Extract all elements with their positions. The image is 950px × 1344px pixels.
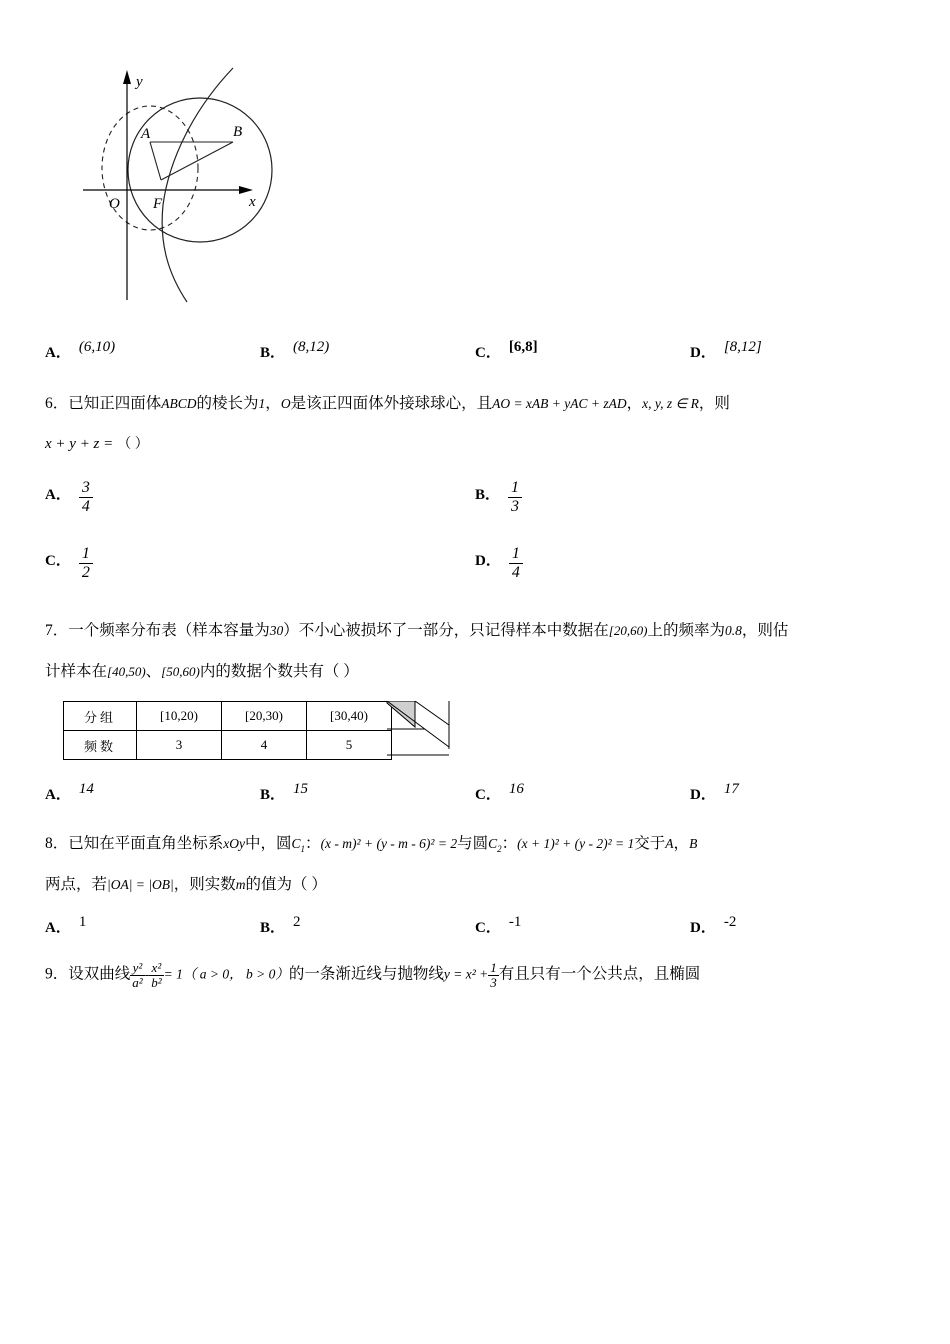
conic-diagram-svg: [65, 40, 365, 315]
q6-option-b-den: 3: [508, 497, 522, 516]
q6-option-d-den: 4: [509, 563, 523, 582]
q8-option-a-letter: A．: [45, 920, 71, 937]
q7-option-b-value: 15: [293, 781, 309, 798]
point-b-label: B: [233, 124, 243, 140]
q5-option-b[interactable]: [260, 337, 475, 362]
q8-colon-2: ：: [501, 835, 518, 853]
torn-edge-icon: [385, 701, 451, 757]
q6-text-2: 的棱长为: [196, 395, 259, 412]
conic-diagram: [65, 40, 365, 315]
q8-option-b-letter: B．: [260, 920, 286, 937]
q8-option-b-value: 2: [293, 914, 301, 931]
q8-m: m: [235, 877, 246, 893]
row-header-group: 分组: [64, 702, 137, 731]
q7-option-b[interactable]: [260, 779, 475, 804]
q8-option-d-letter: D．: [690, 920, 716, 937]
q6-option-a-letter: A．: [45, 487, 71, 503]
q6-domain: x, y, z ∈ R: [642, 396, 699, 411]
q8-option-c-letter: C．: [475, 920, 501, 937]
origin-label: O: [109, 196, 120, 212]
q7-option-d-letter: D．: [690, 787, 716, 804]
q7-number: 7．: [45, 622, 69, 640]
q7-text-5: 计样本在: [45, 663, 108, 681]
q5-option-a[interactable]: [45, 337, 260, 362]
q9-parabola-fraction: [488, 961, 499, 989]
q6-text-3: ，: [265, 395, 281, 412]
q8-choices: [45, 912, 905, 937]
q8-option-c[interactable]: [475, 912, 690, 937]
q8-c1: C: [291, 836, 301, 852]
q6-text-1: 已知正四面体: [68, 395, 162, 412]
cell-group-3: [30,40): [307, 702, 392, 731]
solid-circle: [128, 98, 272, 242]
q6-paren: （ ）: [117, 437, 149, 452]
q9-hyp-den-a: a²: [132, 975, 143, 991]
cell-freq-1: 3: [137, 731, 222, 760]
q6-choices-row2: [45, 545, 905, 581]
q9-parabola-num: 1: [490, 960, 497, 976]
q8-option-d[interactable]: [690, 912, 905, 937]
frequency-table: [63, 701, 392, 760]
q8-option-a[interactable]: [45, 912, 260, 937]
q7-text-6: 、: [145, 663, 162, 681]
q6-o: O: [280, 396, 291, 411]
q7-text-7: 内的数据个数共有（ ）: [199, 663, 359, 681]
q6-option-d-letter: D．: [475, 553, 501, 570]
q9-text-3: 有且只有一个公共点，且椭圆: [498, 966, 701, 984]
q9-hyperbola-term-2: [149, 961, 163, 989]
q6-option-d-num: 1: [511, 545, 520, 563]
q5-option-d-letter: D．: [690, 345, 716, 361]
q8-c1-sub: 1: [300, 844, 306, 855]
q8-text-4: 交于: [634, 835, 666, 853]
q6-abcd: ABCD: [161, 396, 197, 411]
q7-option-a-value: 14: [78, 781, 94, 798]
q6-option-a-den: 4: [79, 497, 93, 516]
q8-eq-2: (x + 1)² + (y - 2)² = 1: [517, 836, 635, 852]
q8-number: 8．: [45, 835, 69, 853]
q6-vector-eq: AO = xAB + yAC + zAD: [492, 396, 627, 411]
row-header-frequency: 频数: [64, 731, 137, 760]
q5-option-a-value: (6,10): [78, 339, 116, 355]
q9-minus: -: [144, 967, 150, 983]
q5-option-a-letter: A．: [45, 345, 71, 361]
q7-freq: 0.8: [724, 623, 742, 639]
q8-text-2: 中，圆: [245, 835, 292, 853]
q6-option-d-fraction: [509, 545, 523, 581]
q8-text-5: 两点，若: [45, 876, 108, 894]
q9-hyp-num-x: x²: [151, 960, 162, 976]
q8-option-d-value: -2: [723, 914, 737, 931]
q5-option-c[interactable]: [475, 337, 690, 362]
q8-option-b[interactable]: [260, 912, 475, 937]
question-7-line2: [45, 656, 905, 687]
q6-option-c-letter: C．: [45, 553, 71, 570]
q6-text-5: ，: [626, 395, 643, 412]
q9-number: 9．: [45, 966, 69, 984]
q9-text-1: 设双曲线: [68, 966, 131, 984]
q5-option-c-letter: C．: [475, 345, 501, 361]
q6-text-6: ，则: [698, 395, 730, 412]
question-6: [45, 388, 905, 419]
q6-option-a-fraction: [79, 479, 93, 515]
q7-option-c-letter: C．: [475, 787, 501, 804]
segment-fa: [150, 142, 161, 180]
q5-choices: [45, 337, 905, 362]
table-row-frequencies: [64, 731, 392, 760]
q9-parabola-lhs: y = x² +: [443, 967, 489, 983]
question-9: [45, 961, 905, 989]
q6-one: 1: [258, 396, 266, 411]
q6-option-d[interactable]: [475, 545, 905, 581]
q7-interval-1: [20,60): [608, 623, 648, 639]
q7-text-3: 上的频率为: [647, 622, 725, 640]
segment-fb: [161, 142, 233, 180]
q6-option-b-fraction: [508, 479, 522, 515]
cell-group-1: [10,20): [137, 702, 222, 731]
q5-option-d[interactable]: [690, 337, 905, 362]
q8-point-a: A: [665, 836, 674, 852]
q6-option-a[interactable]: [45, 479, 475, 515]
q5-option-d-value: [8,12]: [723, 339, 762, 355]
q6-option-b-letter: B．: [475, 487, 501, 503]
q7-interval-2: [40,50): [107, 664, 146, 680]
question-7: [45, 615, 905, 646]
point-a-label: A: [141, 126, 151, 142]
q6-option-c-fraction: [79, 545, 93, 581]
q8-text-1: 已知在平面直角坐标系: [68, 835, 224, 853]
q9-equals-one: = 1: [163, 967, 183, 983]
q7-option-d-value: 17: [723, 781, 739, 798]
y-axis-arrow: [123, 70, 131, 84]
q7-option-a[interactable]: [45, 779, 260, 804]
q6-option-c-num: 1: [81, 545, 90, 563]
q7-option-c[interactable]: [475, 779, 690, 804]
q6-option-b-num: 1: [511, 479, 520, 496]
q7-option-c-value: 16: [508, 781, 524, 798]
focus-label: F: [153, 196, 163, 212]
q9-hyp-num-y: y²: [132, 960, 143, 976]
q6-number: 6．: [45, 395, 69, 412]
q6-text-4: 是该正四面体外接球球心，且: [290, 395, 493, 412]
q8-text-3: 与圆: [457, 835, 489, 853]
cell-freq-2: 4: [222, 731, 307, 760]
x-axis-arrow: [239, 186, 253, 194]
page-content: [45, 40, 905, 990]
q6-option-c[interactable]: [45, 545, 475, 581]
q9-hyperbola-term-1: [130, 961, 144, 989]
cell-group-2: [20,30): [222, 702, 307, 731]
q6-option-a-num: 3: [81, 479, 90, 496]
q5-option-b-letter: B．: [260, 345, 286, 361]
q5-option-b-value: (8,12): [293, 339, 330, 355]
q7-text-1: 一个频率分布表（样本容量为: [68, 622, 270, 640]
q7-interval-3: [50,60): [161, 664, 200, 680]
table-row-groups: [64, 702, 392, 731]
q8-option-a-value: 1: [78, 914, 87, 931]
q8-c2-sub: 2: [497, 844, 502, 855]
q8-point-b: B: [689, 836, 698, 852]
q6-option-b[interactable]: [475, 479, 905, 515]
q7-text-4: ，则估: [741, 622, 789, 640]
q7-option-b-letter: B．: [260, 787, 286, 804]
q7-text-2: ）不小心被损坏了一部分，只记得样本中数据在: [283, 622, 609, 640]
q8-text-7: 的值为（ ）: [245, 876, 327, 894]
q7-n: 30: [269, 623, 284, 639]
q6-expr: x + y + z =: [45, 436, 114, 452]
q9-hyp-den-b: b²: [151, 975, 162, 991]
question-8: [45, 828, 905, 859]
y-axis-label: y: [136, 74, 143, 90]
q5-option-c-value: [6,8]: [508, 339, 538, 355]
x-axis-label: x: [249, 194, 256, 210]
q8-xoy: xOy: [223, 836, 246, 852]
q8-colon-1: ：: [305, 835, 321, 853]
q6-option-c-den: 2: [79, 563, 93, 582]
q9-text-2: 的一条渐近线与抛物线: [288, 966, 444, 984]
q7-option-d[interactable]: [690, 779, 905, 804]
question-8-line2: [45, 869, 905, 900]
q6-expr-line: [45, 433, 905, 453]
q9-cond: （ a > 0， b > 0）: [182, 967, 289, 983]
q8-eq-1: (x - m)² + (y - m - 6)² = 2: [320, 836, 458, 852]
q8-text-6: ，则实数: [173, 876, 236, 894]
q8-abs-eq: |OA| = |OB|: [107, 877, 174, 893]
q6-choices-row1: [45, 479, 905, 515]
q8-comma: ，: [673, 835, 690, 853]
q9-parabola-den: 3: [490, 975, 497, 991]
q7-choices: [45, 779, 905, 804]
cell-freq-3: 5: [307, 731, 392, 760]
frequency-table-wrap: [63, 701, 443, 763]
q8-c2: C: [488, 836, 498, 852]
q8-option-c-value: -1: [508, 914, 522, 931]
q7-option-a-letter: A．: [45, 787, 71, 804]
